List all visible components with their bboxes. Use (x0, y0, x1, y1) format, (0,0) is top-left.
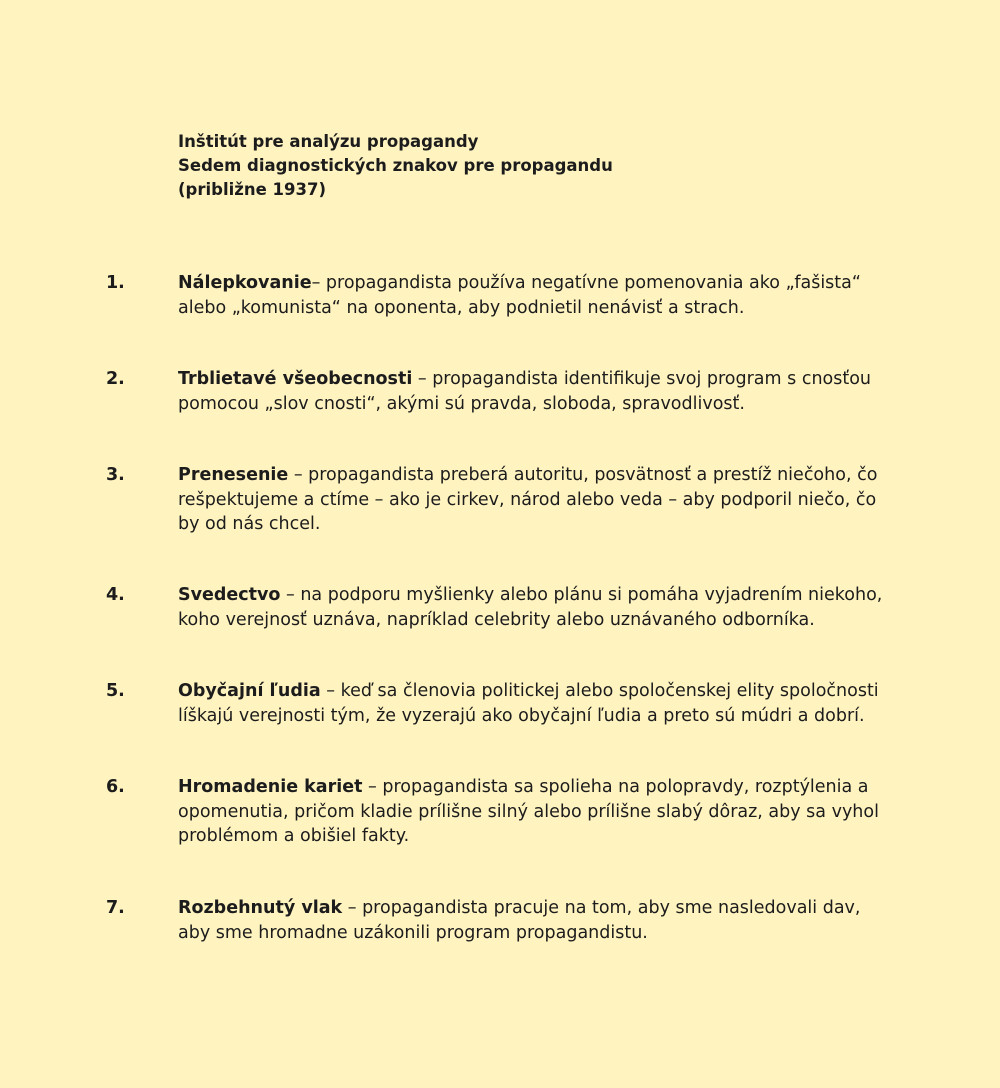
item-body (178, 367, 898, 416)
item-term: Rozbehnutý vlak (178, 898, 343, 918)
item-term: Svedectvo (178, 585, 281, 605)
item-body (178, 775, 898, 849)
heading-line-date: (približne 1937) (178, 180, 327, 199)
item-number: 1. (106, 273, 125, 293)
item-body (178, 463, 898, 537)
item-number: 3. (106, 465, 125, 485)
item-term: Trblietavé všeobecnosti (178, 369, 413, 389)
document-heading (178, 130, 613, 202)
item-body (178, 271, 898, 320)
item-body (178, 583, 898, 632)
item-description: – na podporu myšlienky alebo plánu si pomáha vyjadrením niekoho, koho verejnosť uznáva, napríklad celebrity alebo uznávaného odborníka. (178, 585, 883, 630)
heading-line-title: Sedem diagnostických znakov pre propagandu (178, 156, 613, 175)
item-description: – propagandista používa negatívne pomenovania ako „fašista“ alebo „komunista“ na oponenta, aby podnietil nenávisť a strach. (178, 273, 861, 318)
heading-line-institute: Inštitút pre analýzu propagandy (178, 132, 479, 151)
item-number: 5. (106, 681, 125, 701)
item-description: – propagandista identifikuje svoj program s cnosťou pomocou „slov cnosti“, akými sú pravda, sloboda, spravodlivosť. (178, 369, 872, 414)
item-number: 6. (106, 777, 125, 797)
item-body (178, 896, 898, 945)
item-term: Nálepkovanie (178, 273, 312, 293)
item-number: 2. (106, 369, 125, 389)
item-term: Hromadenie kariet (178, 777, 363, 797)
item-description: – propagandista preberá autoritu, posvätnosť a prestíž niečoho, čo rešpektujeme a ctíme – ako je cirkev, národ alebo veda – aby podporil niečo, čo by od nás chcel. (178, 465, 878, 534)
item-description: – propagandista sa spolieha na polopravdy, rozptýlenia a opomenutia, pričom kladie prílišne silný alebo prílišne slabý dôraz, aby sa vyhol problémom a obišiel fakty. (178, 777, 879, 846)
item-description: – propagandista pracuje na tom, aby sme nasledovali dav, aby sme hromadne uzákonili program propagandistu. (178, 898, 861, 943)
item-description: – keď sa členovia politickej alebo spoločenskej elity spoločnosti líškajú verejnosti tým, že vyzerajú ako obyčajní ľudia a preto sú múdri a dobrí. (178, 681, 879, 726)
item-number: 7. (106, 898, 125, 918)
item-term: Prenesenie (178, 465, 289, 485)
item-term: Obyčajní ľudia (178, 681, 321, 701)
item-number: 4. (106, 585, 125, 605)
item-body (178, 679, 898, 728)
